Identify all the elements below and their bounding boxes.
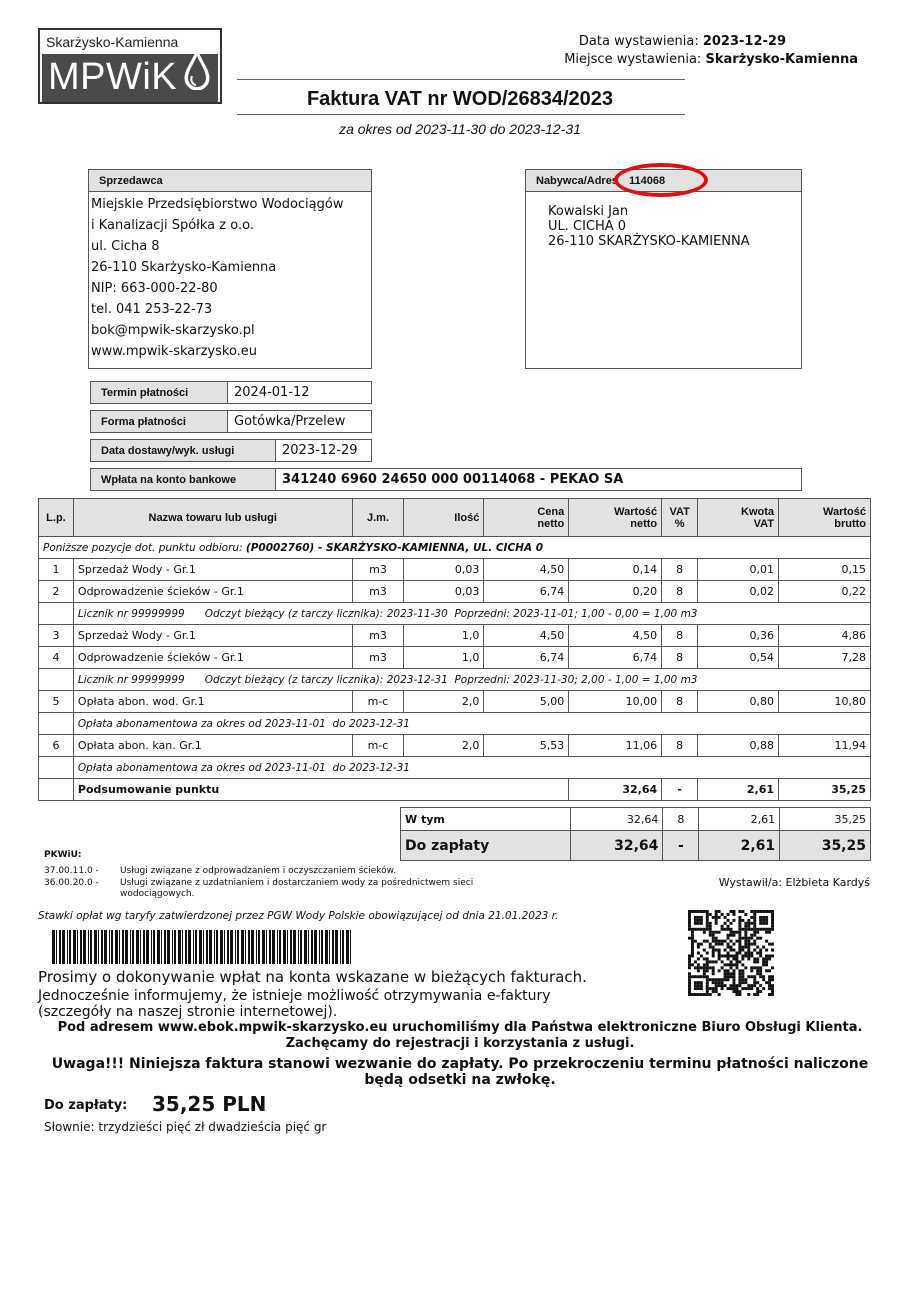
- pkwiu-code: 37.00.11.0 -: [44, 866, 99, 876]
- point-summary-row: [39, 779, 871, 801]
- cell-name: Sprzedaż Wody - Gr.1: [73, 625, 352, 647]
- buyer-line: 26-110 SKARŻYSKO-KAMIENNA: [548, 234, 750, 249]
- col-name: Nazwa towaru lub usługi: [73, 499, 352, 537]
- issue-place-row: [480, 52, 858, 67]
- cell-lp: 4: [39, 647, 74, 669]
- col-vat: [662, 499, 698, 537]
- issue-date-row: [480, 34, 786, 49]
- issue-date-label: Data wystawienia:: [578, 34, 699, 49]
- note-text: Licznik nr 99999999 Odczyt bieżący (z tarczy licznika): 2023-11-30 Poprzedni: 2023-11-01; 1,00 - 0,00 = 1,00 m3: [73, 603, 870, 625]
- cell-gross: 4,86: [779, 625, 871, 647]
- cell-vat: 8: [662, 647, 698, 669]
- seller-line: NIP: 663-000-22-80: [91, 281, 218, 296]
- buyer-box: [525, 169, 802, 369]
- company-logo: [38, 28, 222, 104]
- cell-price: 6,74: [484, 581, 569, 603]
- logo-mark: [42, 54, 218, 102]
- summary-w-tym-row: [401, 808, 871, 831]
- seller-line: bok@mpwik-skarzysko.pl: [91, 323, 255, 338]
- bank-account-value: 341240 6960 24650 000 00114068 - PEKAO SA: [282, 472, 624, 487]
- tariff-note: Stawki opłat wg taryfy zatwierdzonej przez PGW Wody Polskie obowiązującej od dnia 21.01.2023 r.: [38, 910, 559, 922]
- cell-unit: m-c: [352, 735, 404, 757]
- due-label: Do zapłaty: [401, 831, 571, 861]
- warning-line-2: będą odsetki na zwłokę.: [364, 1072, 556, 1088]
- cell-price: 4,50: [484, 625, 569, 647]
- meter-note-row: [39, 713, 871, 735]
- cell-unit: m3: [352, 581, 404, 603]
- note-text: Licznik nr 99999999 Odczyt bieżący (z tarczy licznika): 2023-12-31 Poprzedni: 2023-11-30; 2,00 - 1,00 = 1,00 m3: [73, 669, 870, 691]
- table-row: [39, 625, 871, 647]
- point-summary-vat-amount: 2,61: [698, 779, 779, 801]
- note-spacer: [39, 757, 74, 779]
- cell-gross: 11,94: [779, 735, 871, 757]
- cell-unit: m3: [352, 647, 404, 669]
- issue-place: Skarżysko-Kamienna: [705, 52, 858, 67]
- issue-place-label: Miejsce wystawienia:: [564, 52, 702, 67]
- cell-name: Odprowadzenie ścieków - Gr.1: [73, 647, 352, 669]
- invoice-title: Faktura VAT nr WOD/26834/2023: [306, 88, 614, 110]
- seller-line: ul. Cicha 8: [91, 239, 160, 254]
- cell-net: 0,14: [569, 559, 662, 581]
- col-lp: L.p.: [39, 499, 74, 537]
- seller-line: tel. 041 253-22-73: [91, 302, 213, 317]
- issue-date: 2023-12-29: [702, 34, 786, 49]
- col-price-2: netto: [537, 517, 565, 530]
- table-row: [39, 691, 871, 713]
- w-tym-vat-amount: 2,61: [699, 808, 780, 831]
- col-net: [569, 499, 662, 537]
- point-summary-label: Podsumowanie punktu: [73, 779, 568, 801]
- cell-gross: 10,80: [779, 691, 871, 713]
- buyer-line: UL. CICHA 0: [548, 219, 627, 234]
- payment-form-value: Gotówka/Przelew: [234, 414, 346, 429]
- seller-details: [89, 192, 371, 362]
- footer-line-2: Jednocześnie informujemy, że istnieje możliwość otrzymywania e-faktury: [38, 988, 551, 1004]
- payment-form-label: Forma płatności: [91, 411, 228, 432]
- cell-net: 6,74: [569, 647, 662, 669]
- cell-qty: 2,0: [404, 691, 484, 713]
- seller-line: www.mpwik-skarzysko.eu: [91, 344, 258, 359]
- cell-price: 5,53: [484, 735, 569, 757]
- col-qty: Ilość: [404, 499, 484, 537]
- col-net-2: netto: [630, 517, 658, 530]
- warning-line-1: Uwaga!!! Niniejsza faktura stanowi wezwanie do zapłaty. Po przekroczeniu terminu płatności naliczone: [51, 1056, 869, 1072]
- meter-note-row: [39, 603, 871, 625]
- point-cell: [39, 537, 871, 559]
- note-spacer: [39, 669, 74, 691]
- ebok-line-1: Pod adresem www.ebok.mpwik-skarzysko.eu uruchomiliśmy dla Państwa elektroniczne Biuro Obsługi Klienta.: [57, 1020, 863, 1035]
- due-date-row: [90, 381, 372, 404]
- point-row: [39, 537, 871, 559]
- amount-in-words: Słownie: trzydzieści pięć zł dwadzieścia pięć gr: [44, 1120, 327, 1134]
- w-tym-net: 32,64: [570, 808, 663, 831]
- cell-net: 11,06: [569, 735, 662, 757]
- red-circle-annotation: [614, 163, 708, 197]
- divider: [237, 79, 685, 80]
- buyer-details: [526, 192, 801, 249]
- cell-qty: 2,0: [404, 735, 484, 757]
- pkwiu-code: 36.00.20.0 -: [44, 878, 99, 888]
- w-tym-vat: 8: [663, 808, 699, 831]
- col-gross: [779, 499, 871, 537]
- buyer-heading-label: Nabywca/Adres: [536, 175, 618, 187]
- qr-code-icon: [688, 910, 774, 996]
- cell-vat: 8: [662, 581, 698, 603]
- cell-lp: 3: [39, 625, 74, 647]
- cell-unit: m3: [352, 625, 404, 647]
- cell-name: Odprowadzenie ścieków - Gr.1: [73, 581, 352, 603]
- delivery-date-row: [90, 439, 372, 462]
- note-spacer: [39, 603, 74, 625]
- cell-qty: 0,03: [404, 581, 484, 603]
- seller-heading: Sprzedawca: [89, 170, 371, 192]
- pkwiu-label: PKWiU:: [44, 850, 82, 860]
- cell-price: 4,50: [484, 559, 569, 581]
- seller-box: [88, 169, 372, 369]
- meter-note-row: [39, 669, 871, 691]
- cell-vat-amount: 0,80: [698, 691, 779, 713]
- due-date-value: 2024-01-12: [234, 385, 310, 400]
- divider: [237, 114, 685, 115]
- summary-spacer: [39, 779, 74, 801]
- pkwiu-desc: Usługi związane z uzdatnianiem i dostarczaniem wody za pośrednictwem sieci wodociągowych.: [120, 878, 474, 899]
- invoice-period: za okres od 2023-11-30 do 2023-12-31: [339, 121, 581, 137]
- barcode-icon: [52, 930, 354, 964]
- cell-name: Opłata abon. wod. Gr.1: [73, 691, 352, 713]
- logo-city: Skarżysko-Kamienna: [46, 34, 179, 50]
- cell-qty: 1,0: [404, 647, 484, 669]
- cell-qty: 0,03: [404, 559, 484, 581]
- seller-line: Miejskie Przedsiębiorstwo Wodociągów: [91, 197, 344, 212]
- cell-lp: 5: [39, 691, 74, 713]
- cell-net: 0,20: [569, 581, 662, 603]
- pay-label: Do zapłaty:: [44, 1098, 128, 1113]
- due-vat: -: [663, 831, 699, 861]
- col-net-1: Wartość: [614, 505, 658, 518]
- col-price-1: Cena: [537, 505, 565, 518]
- cell-price: 6,74: [484, 647, 569, 669]
- footer-line-1: Prosimy o dokonywanie wpłat na konta wskazane w bieżących fakturach.: [38, 968, 587, 986]
- table-row: [39, 559, 871, 581]
- col-gross-2: brutto: [834, 517, 866, 530]
- cell-qty: 1,0: [404, 625, 484, 647]
- summary-due-row: [401, 831, 871, 861]
- cell-net: 10,00: [569, 691, 662, 713]
- due-vat-amount: 2,61: [699, 831, 780, 861]
- note-text: Opłata abonamentowa za okres od 2023-11-01 do 2023-12-31: [73, 757, 870, 779]
- cell-gross: 0,15: [779, 559, 871, 581]
- col-vat-1: VAT: [669, 505, 690, 518]
- due-net: 32,64: [570, 831, 663, 861]
- meter-note-row: [39, 757, 871, 779]
- cell-vat: 8: [662, 691, 698, 713]
- col-vatamt-1: Kwota: [741, 505, 775, 518]
- w-tym-label: W tym: [401, 808, 571, 831]
- cell-vat: 8: [662, 735, 698, 757]
- col-vat-amount: [698, 499, 779, 537]
- cell-vat-amount: 0,88: [698, 735, 779, 757]
- seller-line: i Kanalizacji Spółka z o.o.: [91, 218, 254, 233]
- w-tym-gross: 35,25: [780, 808, 871, 831]
- buyer-line: Kowalski Jan: [548, 204, 629, 219]
- col-vatamt-2: VAT: [753, 517, 775, 530]
- table-row: [39, 735, 871, 757]
- col-price: [484, 499, 569, 537]
- table-row: [39, 647, 871, 669]
- delivery-date-label: Data dostawy/wyk. usługi: [91, 440, 276, 461]
- point-address: (P0002760) - SKARŻYSKO-KAMIENNA, UL. CICHA 0: [245, 541, 544, 554]
- footer-line-3: (szczegóły na naszej stronie internetowej).: [38, 1004, 338, 1020]
- col-unit: J.m.: [352, 499, 404, 537]
- due-gross: 35,25: [780, 831, 871, 861]
- logo-brand: MPWiK: [48, 56, 178, 98]
- point-summary-gross: 35,25: [779, 779, 871, 801]
- col-gross-1: Wartość: [823, 505, 866, 518]
- bank-account-label: Wpłata na konto bankowe: [91, 469, 276, 490]
- note-text: Opłata abonamentowa za okres od 2023-11-01 do 2023-12-31: [73, 713, 870, 735]
- pay-amount: 35,25 PLN: [152, 1092, 267, 1116]
- items-table: [38, 498, 871, 801]
- cell-name: Sprzedaż Wody - Gr.1: [73, 559, 352, 581]
- cell-gross: 7,28: [779, 647, 871, 669]
- summary-table: [400, 807, 871, 861]
- cell-vat-amount: 0,54: [698, 647, 779, 669]
- col-vat-2: %: [674, 517, 685, 530]
- seller-line: 26-110 Skarżysko-Kamienna: [91, 260, 277, 275]
- buyer-id: 114068: [629, 175, 666, 187]
- cell-price: 5,00: [484, 691, 569, 713]
- ebok-line-2: Zachęcamy do rejestracji i korzystania z usługi.: [285, 1036, 635, 1051]
- cell-vat-amount: 0,36: [698, 625, 779, 647]
- cell-lp: 6: [39, 735, 74, 757]
- cell-unit: m-c: [352, 691, 404, 713]
- cell-vat: 8: [662, 625, 698, 647]
- delivery-date-value: 2023-12-29: [282, 443, 358, 458]
- cell-gross: 0,22: [779, 581, 871, 603]
- payment-form-row: [90, 410, 372, 433]
- point-summary-vat: -: [662, 779, 698, 801]
- point-prefix: Poniższe pozycje dot. punktu odbioru:: [43, 541, 243, 554]
- cell-name: Opłata abon. kan. Gr.1: [73, 735, 352, 757]
- water-drop-icon: [182, 48, 212, 90]
- cell-lp: 1: [39, 559, 74, 581]
- note-spacer: [39, 713, 74, 735]
- cell-vat-amount: 0,01: [698, 559, 779, 581]
- cell-unit: m3: [352, 559, 404, 581]
- cell-lp: 2: [39, 581, 74, 603]
- cell-vat-amount: 0,02: [698, 581, 779, 603]
- cell-vat: 8: [662, 559, 698, 581]
- pkwiu-desc: Usługi związane z odprowadzaniem i oczyszczaniem ścieków.: [120, 866, 397, 876]
- issued-by: Wystawił/a: Elżbieta Kardyś: [718, 876, 870, 889]
- table-row: [39, 581, 871, 603]
- table-header: [39, 499, 871, 537]
- bank-account-row: [90, 468, 802, 491]
- point-summary-net: 32,64: [569, 779, 662, 801]
- due-date-label: Termin płatności: [91, 382, 228, 403]
- cell-net: 4,50: [569, 625, 662, 647]
